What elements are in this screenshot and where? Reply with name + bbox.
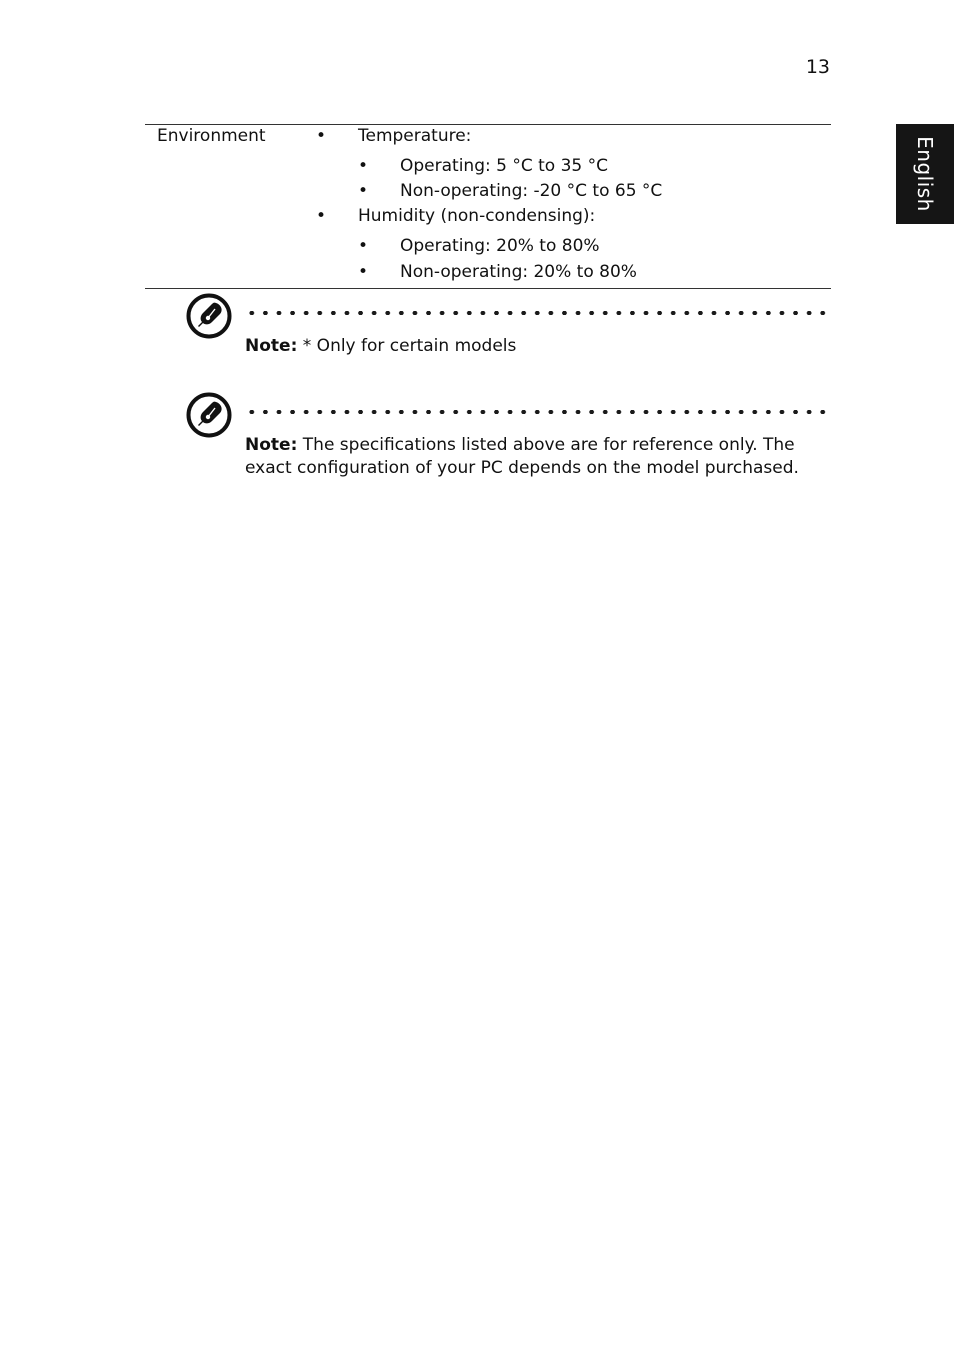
item-bullet: • (358, 236, 369, 256)
spec-row-label: Environment (157, 126, 266, 146)
language-tab (896, 124, 954, 224)
note-label: Note: (245, 336, 298, 356)
note-body: * Only for certain models (297, 336, 517, 356)
item-temp-nonoperating: Non-operating: -20 °C to 65 °C (400, 181, 663, 201)
note-block (185, 391, 831, 491)
group-bullet: • (316, 206, 327, 226)
item-bullet: • (358, 156, 369, 176)
item-bullet: • (358, 181, 369, 201)
item-bullet: • (358, 262, 369, 282)
group-bullet: • (316, 126, 327, 146)
group-label-humidity: Humidity (non-condensing): (358, 206, 596, 226)
dotted-separator (245, 410, 831, 414)
dotted-separator (245, 311, 831, 315)
page-number: 13 (805, 56, 830, 78)
item-humidity-operating: Operating: 20% to 80% (400, 236, 600, 256)
group-label-temperature: Temperature: (358, 126, 472, 146)
spec-table (145, 124, 831, 289)
pen-nib-icon (185, 292, 233, 340)
item-temp-operating: Operating: 5 °C to 35 °C (400, 156, 608, 176)
pen-nib-icon (185, 391, 233, 439)
note-label: Note: (245, 435, 298, 455)
note-block (185, 292, 831, 362)
note-text (245, 335, 831, 358)
item-humidity-nonoperating: Non-operating: 20% to 80% (400, 262, 637, 282)
language-tab-label: English (913, 136, 937, 212)
note-body: The specifications listed above are for reference only. The exact configuration of your PC depends on the model purchased. (245, 435, 799, 478)
note-text (245, 434, 831, 480)
